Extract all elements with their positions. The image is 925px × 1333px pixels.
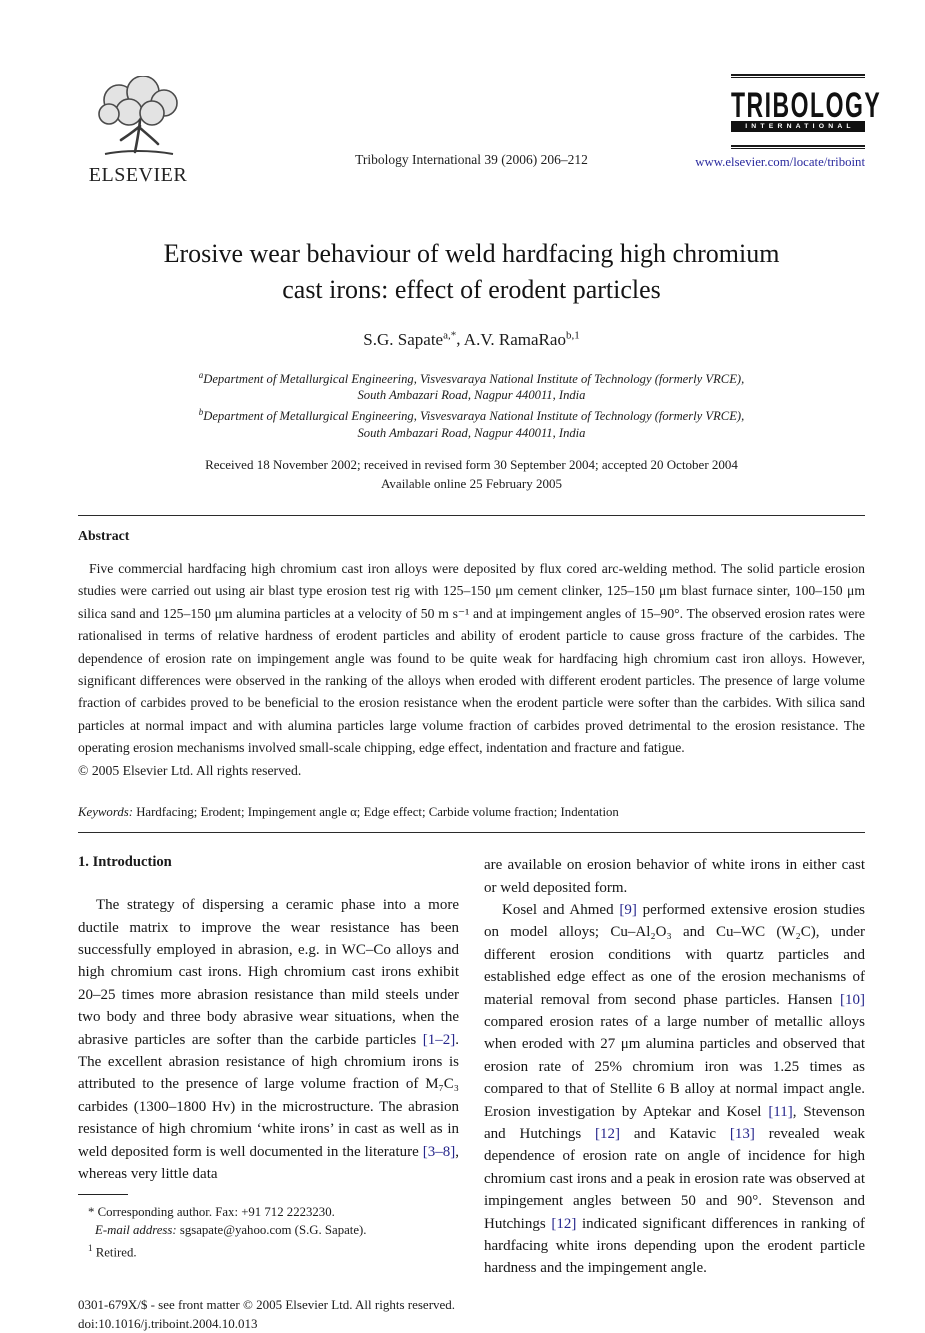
double-rule-top — [731, 74, 865, 78]
article-title — [78, 236, 865, 308]
article-title-line-1: Erosive wear behaviour of weld hardfacing high chromium — [163, 239, 780, 268]
abstract-heading: Abstract — [78, 528, 130, 544]
affiliation-b-line-1 — [78, 404, 865, 425]
text-segment: , whereas very little data — [78, 1143, 459, 1182]
text-segment: Kosel and Ahmed — [502, 901, 620, 918]
text-segment: , Stevenson and Hutchings — [484, 1103, 865, 1142]
text-segment: The strategy of dispersing a ceramic phase into a more ductile matrix to improve the wear resistance has been successfully employed in abrasion, e.g. in WC–Co alloys and high chromium cast irons. High chromium cast irons exhibit 20–25 times more abrasion resistance than mild steels under two body and three body abrasive wear situations, when the abrasive particles are softer than the carbide particles — [78, 897, 459, 1048]
text-segment: revealed weak dependence of erosion rate on angle of incidence for high chromium cast irons and a peak in erosion rate was observed at impingement angles between 50 and 90°. Stevenson and Hutchings — [484, 1125, 865, 1232]
elsevier-tree-icon — [85, 76, 191, 158]
author-1-superscript: a,* — [443, 329, 457, 341]
retired-footnote-text: Retired. — [92, 1245, 137, 1260]
left-column — [78, 854, 459, 1280]
retired-footnote-marker: 1 — [88, 1243, 93, 1254]
keywords-bottom-rule — [78, 832, 865, 833]
author-2[interactable] — [464, 330, 580, 349]
citation-link[interactable]: [12] — [551, 1215, 577, 1232]
affiliation-b-line-2: South Ambazari Road, Nagpur 440011, India — [357, 425, 586, 440]
intro-paragraph-2: are available on erosion behavior of white irons in either cast or weld deposited form. — [484, 857, 865, 896]
author-separator: , — [456, 329, 464, 349]
affiliation-b-text: Department of Metallurgical Engineering, Visvesvaraya National Institute of Technology (formerly VRCE), — [203, 409, 745, 424]
doi-line: doi:10.1016/j.triboint.2004.10.013 — [78, 1315, 258, 1331]
keywords-list: Hardfacing; Erodent; Impingement angle α; Edge effect; Carbide volume fraction; Indentation — [136, 805, 619, 820]
tribology-logo-box — [731, 74, 882, 149]
article-title-line-2: cast irons: effect of erodent particles — [282, 275, 661, 304]
affiliation-a-line-2: South Ambazari Road, Nagpur 440011, India — [357, 388, 586, 403]
received-dates: Received 18 November 2002; received in revised form 30 September 2004; accepted 20 October 2004 — [205, 457, 738, 473]
text-segment: and Katavic — [620, 1125, 730, 1142]
article-body-columns — [78, 854, 865, 1280]
page-footer — [78, 1295, 865, 1333]
text-segment: performed extensive erosion studies on model alloys; Cu–Al₂O₃ and Cu–WC (W₂C), under different erosion conditions with quartz particles and established edge effect as one of the erosion mechanisms of material removal from second phase particles. Hansen — [484, 901, 865, 1008]
double-rule-bottom — [731, 145, 865, 149]
email-footnote — [78, 1221, 459, 1239]
affiliation-a-marker: a — [198, 369, 204, 380]
elsevier-logo — [78, 76, 198, 187]
footnotes-block — [78, 1194, 459, 1261]
authors-line — [78, 329, 865, 350]
tribology-logo-subtitle: INTERNATIONAL — [731, 121, 865, 132]
author-1-name: S.G. Sapate — [363, 329, 444, 349]
author-2-superscript: b,1 — [565, 329, 580, 341]
journal-logo-block — [695, 74, 882, 170]
citation-link[interactable]: [1–2] — [422, 1031, 456, 1048]
right-column — [484, 854, 865, 1280]
abstract-top-rule — [78, 515, 865, 516]
text-segment: compared erosion rates of a large number of metallic alloys when eroded with 27 μm alumina particles and observed that erosion rate of 25% chromium iron was 1.25 times as compared to that of Stellite 6 B alloy at normal impact angle. Erosion investigation by Aptekar and Kosel — [484, 1013, 865, 1120]
footnote-rule — [78, 1194, 128, 1195]
email-label: E-mail address: — [95, 1223, 180, 1238]
citation-link[interactable]: [10] — [840, 991, 865, 1008]
abstract-body: Five commercial hardfacing high chromium cast iron alloys were deposited by flux cored arc-welding method. The solid particle erosion studies were carried out using air blast type erosion test rig with 125–150 μm cement clinker, 125–150 μm blast furnace sinter, 100–150 μm silica sand and 125–150 μm alumina particles at a velocity of 50 m s⁻¹ and at impingement angles of 15–90°. The observed erosion rates were rationalised in terms of relative hardness of erodent particles and ability of erodent particle to cause gross fracture of the carbides. The dependence of erosion rate on impingement angle was found to be quite weak for hardfacing high chromium cast iron alloys. However, significant differences were observed in the ranking of the alloys when eroded with different erodent particles. The presence of large volume fraction of carbides proved to be beneficial to the erosion resistance when the erodent particle were softer than the carbides. With silica sand particles at normal impact and with alumina particles large volume fraction of carbides proved detrimental to the erosion resistance. The operating erosion mechanisms involved small-scale chipping, edge effect, indentation and fracture and fatigue. — [78, 561, 865, 756]
introduction-heading: 1. Introduction — [78, 854, 172, 871]
corresponding-author-footnote: * Corresponding author. Fax: +91 712 2223230. — [88, 1205, 335, 1220]
article-history — [78, 456, 865, 493]
available-online-date: Available online 25 February 2005 — [381, 475, 562, 491]
tribology-logo-title: TRIBOLOGY — [731, 84, 882, 125]
retired-footnote — [78, 1239, 459, 1261]
abstract-copyright: © 2005 Elsevier Ltd. All rights reserved. — [78, 762, 302, 778]
affiliation-a-text: Department of Metallurgical Engineering, Visvesvaraya National Institute of Technology (formerly VRCE), — [203, 371, 745, 386]
issn-copyright-line: 0301-679X/$ - see front matter © 2005 Elsevier Ltd. All rights reserved. — [78, 1296, 456, 1312]
elsevier-logo-text: ELSEVIER — [88, 164, 188, 186]
journal-citation: Tribology International 39 (2006) 206–212 — [355, 152, 588, 167]
text-segment: indicated significant differences in ranking of hardfacing white irons depending upon the erodent particle hardness and the impingement angle. — [484, 1215, 865, 1277]
affiliations — [78, 367, 865, 441]
intro-paragraph-3 — [484, 899, 865, 1280]
email-address[interactable]: sgsapate@yahoo.com (S.G. Sapate). — [179, 1223, 367, 1238]
citation-link[interactable]: [13] — [729, 1125, 755, 1142]
author-2-name: A.V. RamaRao — [463, 329, 566, 349]
keywords-label: Keywords: — [78, 805, 137, 820]
citation-link[interactable]: [9] — [619, 901, 637, 918]
citation-link[interactable]: [11] — [768, 1103, 793, 1120]
intro-paragraph-1 — [78, 894, 459, 1185]
journal-url-link[interactable]: www.elsevier.com/locate/triboint — [695, 155, 865, 169]
text-segment: . The excellent abrasion resistance of high chromium irons is attributed to the presence of large volume fraction of M₇C₃ carbides (1300–1800 Hv) in the microstructure. The abrasion resistance of high chromium ‘white irons’ in cast as well as in weld deposited form is well documented in the literature — [78, 1031, 459, 1160]
keywords-line — [78, 805, 865, 820]
author-1[interactable] — [363, 330, 456, 349]
citation-link[interactable]: [12] — [595, 1125, 621, 1142]
affiliation-b-marker: b — [198, 406, 204, 417]
affiliation-a-line-1 — [78, 367, 865, 388]
journal-header — [78, 74, 882, 192]
citation-link[interactable]: [3–8] — [422, 1143, 456, 1160]
